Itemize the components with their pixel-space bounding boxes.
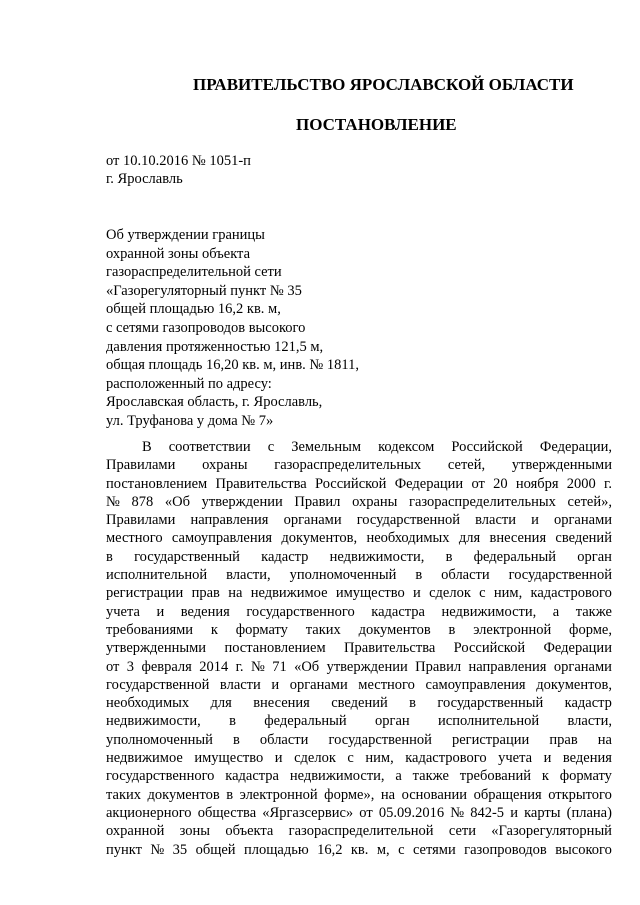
- body-line: В соответствии с Земельным кодексом Российской Федерации,: [142, 439, 612, 455]
- body-line: уполномоченный в области государственной регистрации прав на: [106, 731, 612, 748]
- body-line: утвержденными постановлением Правительства Российской Федерации: [106, 640, 612, 657]
- body-line: регистрации прав на недвижимое имущество и сделок с ним, кадастрового: [106, 585, 612, 602]
- city: г. Ярославль: [106, 171, 183, 187]
- subject-line: Об утверждении границы: [106, 227, 265, 243]
- body-line: акционерного общества «Яргазсервис» от 05.09.2016 № 842-5 и карты (плана): [106, 804, 612, 821]
- body-line: Правилами охраны газораспределительных сетей, утвержденными: [106, 457, 612, 474]
- document-meta: [106, 152, 251, 188]
- document-subject: [106, 226, 359, 431]
- body-line: недвижимое имущество и сделок с ним, кадастрового учета и ведения: [106, 750, 612, 767]
- body-line: необходимых для внесения сведений в государственный кадастр: [106, 695, 612, 712]
- subject-line: «Газорегуляторный пункт № 35: [106, 282, 302, 299]
- document-body: [106, 438, 612, 859]
- subject-line: ул. Труфанова у дома № 7»: [106, 412, 274, 429]
- subject-line: давления протяженностью 121,5 м,: [106, 338, 324, 355]
- subject-line: общей площадью 16,2 кв. м,: [106, 301, 281, 318]
- body-line: № 878 «Об утверждении Правил охраны газораспределительных сетей»,: [106, 493, 612, 510]
- document-type-title: ПОСТАНОВЛЕНИЕ: [296, 115, 457, 134]
- body-line: в государственный кадастр недвижимости, в федеральный орган: [106, 548, 612, 565]
- body-line: недвижимости, в федеральный орган исполнительной власти,: [106, 713, 612, 730]
- subject-line: с сетями газопроводов высокого: [106, 319, 306, 336]
- government-title: ПРАВИТЕЛЬСТВО ЯРОСЛАВСКОЙ ОБЛАСТИ: [193, 75, 574, 94]
- body-line: постановлением Правительства Российской Федерации от 20 ноября 2000 г.: [106, 475, 612, 492]
- body-line: таких документов в электронной форме», на основании обращения открытого: [106, 786, 612, 803]
- body-line: местного самоуправления документов, необходимых для внесения сведений: [106, 530, 612, 547]
- body-line: учета и ведения государственного кадастра недвижимости, а также: [106, 603, 612, 620]
- body-line: исполнительной власти, уполномоченный в области государственной: [106, 567, 612, 584]
- subject-line: охранной зоны объекта: [106, 245, 251, 262]
- body-line: требованиями к формату таких документов в электронной форме,: [106, 621, 612, 638]
- subject-line: расположенный по адресу:: [106, 375, 272, 392]
- body-line: пункт № 35 общей площадью 16,2 кв. м, с сетями газопроводов высокого: [106, 841, 612, 858]
- body-line: Правилами направления органами государственной власти и органами: [106, 512, 612, 529]
- subject-line: Ярославская область, г. Ярославль,: [106, 394, 323, 411]
- subject-line: газораспределительной сети: [106, 264, 282, 281]
- date-number: от 10.10.2016 № 1051-п: [106, 153, 251, 169]
- body-line: охранной зоны объекта газораспределительной сети «Газорегуляторный: [106, 823, 612, 840]
- subject-line: общая площадь 16,20 кв. м, инв. № 1811,: [106, 357, 359, 374]
- body-line: государственного кадастра недвижимости, а также требований к формату: [106, 768, 612, 785]
- body-line: от 3 февраля 2014 г. № 71 «Об утверждении Правил направления органами: [106, 658, 612, 675]
- body-line: государственной власти и органами местного самоуправления документов,: [106, 676, 612, 693]
